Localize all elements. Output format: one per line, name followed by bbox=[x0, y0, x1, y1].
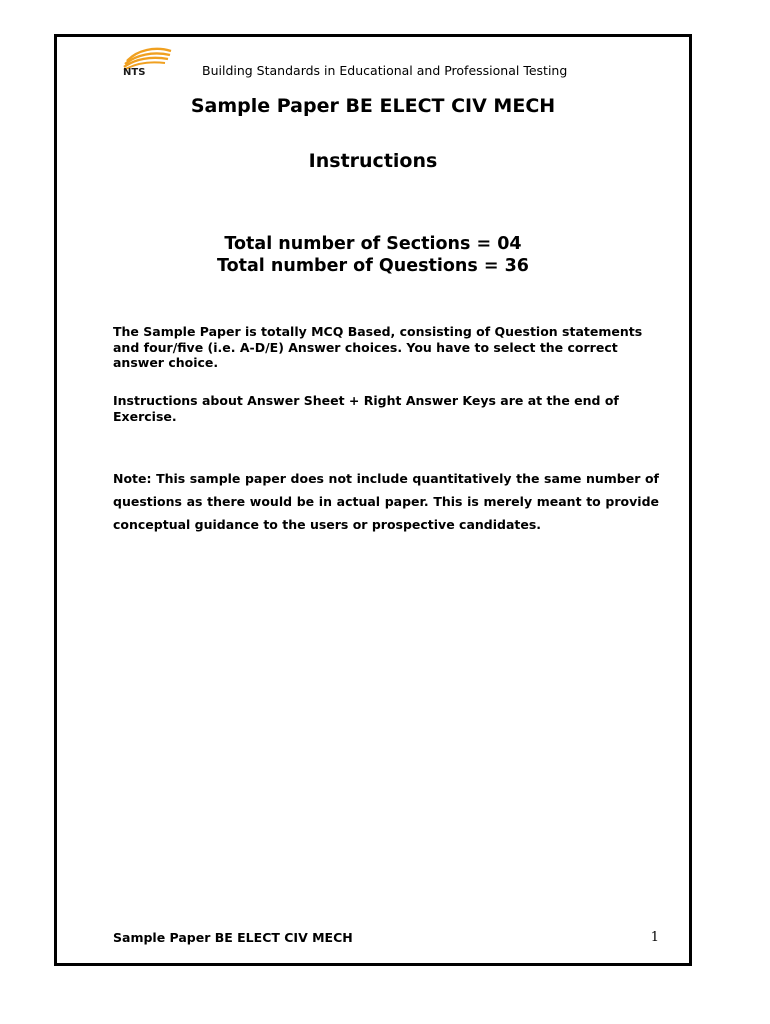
page-number: 1 bbox=[650, 930, 659, 945]
totals-block bbox=[57, 233, 689, 277]
total-questions: Total number of Questions = 36 bbox=[217, 256, 529, 276]
answer-sheet-paragraph: Instructions about Answer Sheet + Right Answer Keys are at the end of Exercise. bbox=[113, 393, 619, 424]
logo-text: NTS bbox=[123, 67, 146, 77]
note-paragraph: Note: This sample paper does not include quantitatively the same number of questions as there would be in actual paper. This is merely meant to provide conceptual guidance to the users or prospective candidates. bbox=[113, 471, 659, 532]
instructions-heading: Instructions bbox=[308, 150, 438, 172]
footer-title: Sample Paper BE ELECT CIV MECH bbox=[113, 930, 353, 945]
nts-logo bbox=[115, 47, 173, 77]
page-frame bbox=[54, 34, 692, 966]
header-tagline: Building Standards in Educational and Professional Testing bbox=[202, 63, 568, 78]
mcq-instruction-paragraph: The Sample Paper is totally MCQ Based, consisting of Question statements and four/five (i.e. A-D/E) Answer choices. You have to select the correct answer choice. bbox=[113, 324, 643, 370]
document-title: Sample Paper BE ELECT CIV MECH bbox=[190, 95, 556, 117]
total-sections: Total number of Sections = 04 bbox=[224, 234, 522, 254]
